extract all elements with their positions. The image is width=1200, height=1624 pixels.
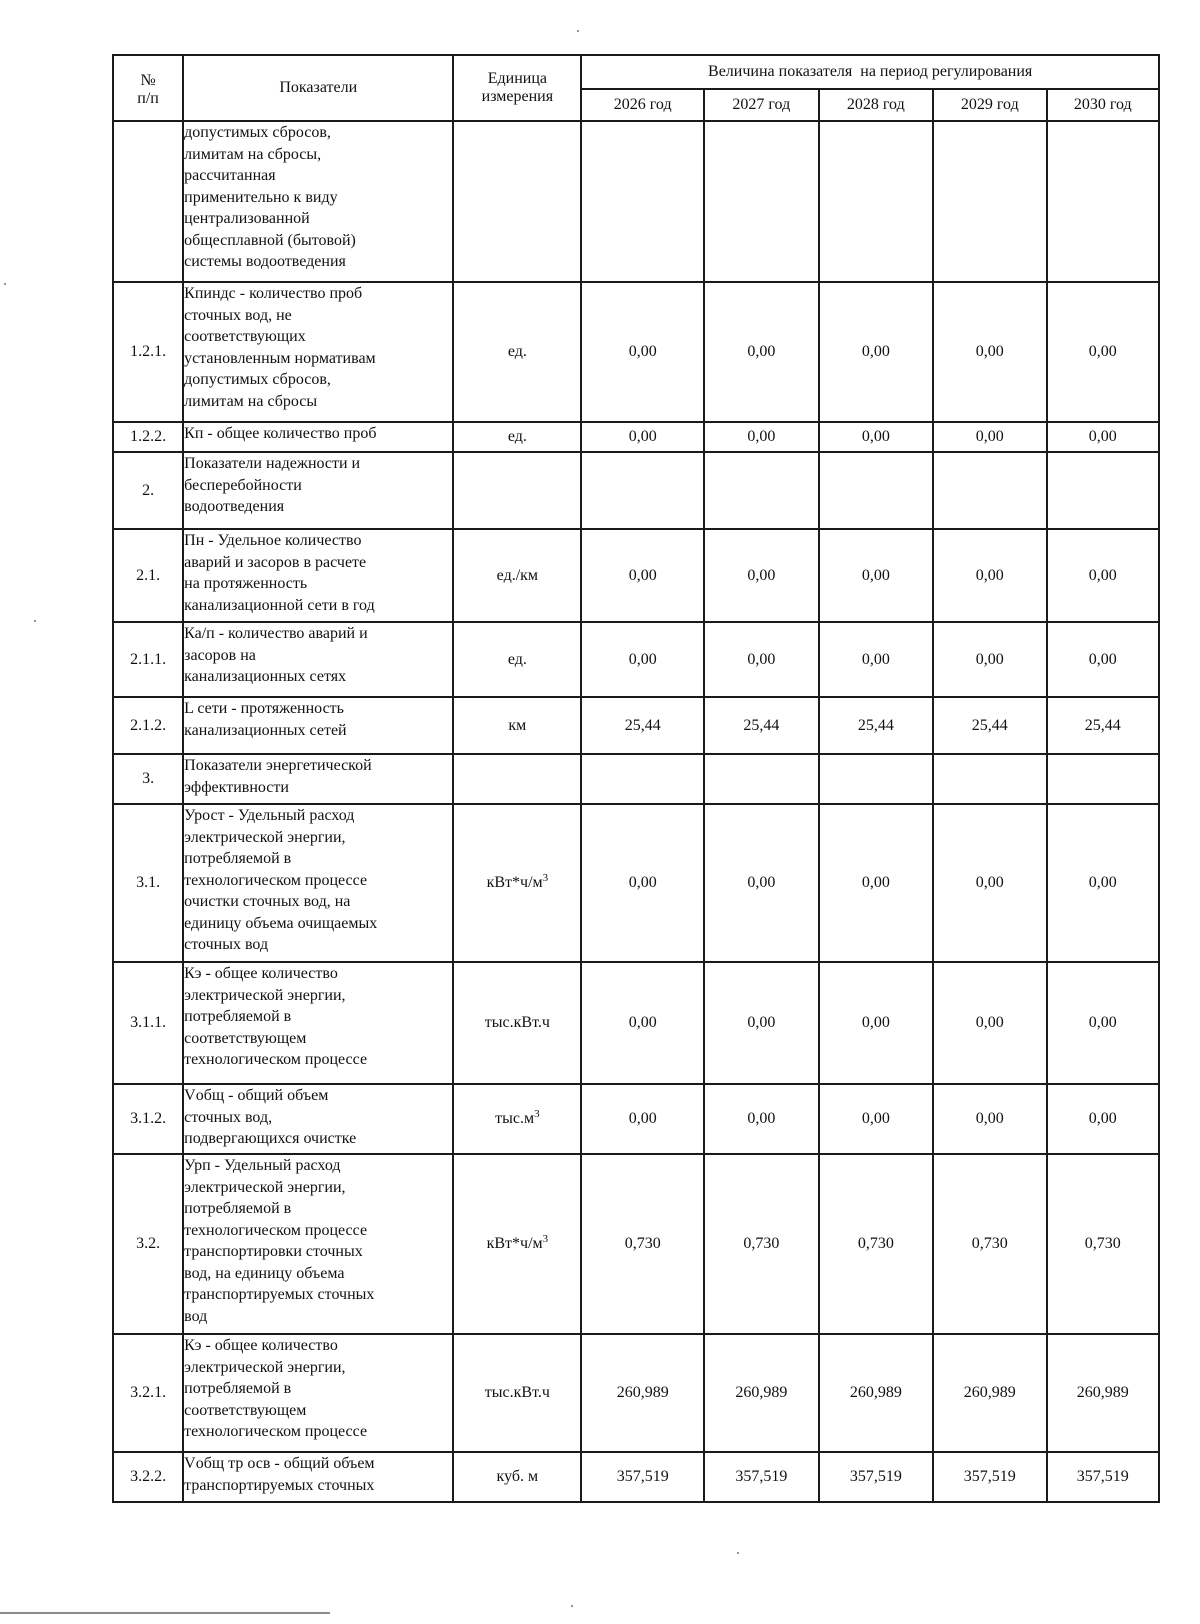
scan-speck <box>577 30 579 32</box>
row-value: 357,519 <box>1047 1452 1159 1502</box>
row-number: 3.2.2. <box>113 1452 183 1502</box>
table-row <box>113 697 1159 754</box>
row-value: 0,00 <box>933 422 1046 452</box>
unit-text: ед. <box>507 650 527 668</box>
row-value: 0,00 <box>1047 1084 1159 1154</box>
row-value: 0,00 <box>581 422 704 452</box>
row-unit <box>453 422 581 452</box>
row-indicator: L сети - протяженность канализационных сетей <box>183 697 453 754</box>
header-year: 2030 год <box>1047 89 1159 121</box>
row-value: 260,989 <box>933 1334 1046 1452</box>
row-unit <box>453 697 581 754</box>
row-value: 25,44 <box>704 697 819 754</box>
table-row <box>113 1452 1159 1502</box>
table-row <box>113 282 1159 422</box>
row-indicator: Пн - Удельное количество аварий и засоров в расчете на протяженность канализационной сети в год <box>183 529 453 622</box>
scan-speck <box>737 1552 739 1554</box>
row-indicator: Кпиндс - количество проб сточных вод, не соответствующих установленным нормативам допустимых сбросов, лимитам на сбросы <box>183 282 453 422</box>
row-value: 25,44 <box>933 697 1046 754</box>
row-value <box>704 754 819 804</box>
row-value <box>933 452 1046 529</box>
row-value: 0,730 <box>581 1154 704 1334</box>
row-value: 0,00 <box>933 962 1046 1084</box>
row-value <box>1047 754 1159 804</box>
row-value: 0,730 <box>933 1154 1046 1334</box>
scan-speck <box>571 1605 573 1607</box>
row-value: 0,00 <box>581 1084 704 1154</box>
row-value: 0,00 <box>581 962 704 1084</box>
row-indicator: Урп - Удельный расход электрической энергии, потребляемой в технологическом процессе транспортировки сточных вод, на единицу объема транспортируемых сточных вод <box>183 1154 453 1334</box>
row-unit <box>453 754 581 804</box>
unit-text: ед. <box>507 343 527 360</box>
row-number: 3. <box>113 754 183 804</box>
row-value: 0,00 <box>704 1084 819 1154</box>
table-row <box>113 1334 1159 1452</box>
unit-text: тыс.кВт.ч <box>484 1384 550 1401</box>
table-row <box>113 754 1159 804</box>
row-value: 260,989 <box>704 1334 819 1452</box>
row-unit <box>453 282 581 422</box>
row-number: 2. <box>113 452 183 529</box>
row-number: 3.1.1. <box>113 962 183 1084</box>
table-row <box>113 962 1159 1084</box>
table-row <box>113 1154 1159 1334</box>
row-unit <box>453 1334 581 1452</box>
row-unit <box>453 1452 581 1502</box>
unit-text: куб. м <box>496 1468 539 1485</box>
row-value: 0,00 <box>704 622 819 697</box>
unit-text: тыс.кВт.ч <box>484 1014 550 1031</box>
header-unit: Единица измерения <box>453 55 581 121</box>
scan-artifact-line <box>0 1612 330 1614</box>
unit-text: ед. <box>507 428 527 445</box>
unit-superscript: 3 <box>542 1233 549 1245</box>
unit-superscript: 3 <box>534 1108 540 1120</box>
row-value: 0,00 <box>933 804 1046 962</box>
row-value: 0,730 <box>704 1154 819 1334</box>
row-value: 0,00 <box>1047 962 1159 1084</box>
header-year: 2029 год <box>933 89 1046 121</box>
row-value: 0,00 <box>704 962 819 1084</box>
row-unit <box>453 804 581 962</box>
row-indicator: допустимых сбросов, лимитам на сбросы, рассчитанная применительно к виду централизованной общесплавной (бытовой) системы водоотведения <box>183 121 453 282</box>
row-value <box>933 121 1046 282</box>
row-value <box>1047 452 1159 529</box>
row-number: 1.2.2. <box>113 422 183 452</box>
row-value: 0,00 <box>819 622 934 697</box>
row-value: 0,00 <box>1047 282 1159 422</box>
row-value: 357,519 <box>704 1452 819 1502</box>
row-value <box>581 452 704 529</box>
row-value: 0,00 <box>704 529 819 622</box>
indicators-table <box>112 54 1160 1503</box>
row-number: 3.1.2. <box>113 1084 183 1154</box>
row-number <box>113 121 183 282</box>
row-value <box>819 452 934 529</box>
row-indicator: Vобщ тр осв - общий объем транспортируемых сточных <box>183 1452 453 1502</box>
unit-text: кВт*ч/м <box>486 874 543 891</box>
row-indicator: Ка/п - количество аварий и засоров на канализационных сетях <box>183 622 453 697</box>
table-row <box>113 121 1159 282</box>
row-value <box>819 121 934 282</box>
row-value: 0,00 <box>933 622 1046 697</box>
row-value <box>1047 121 1159 282</box>
row-number: 3.2. <box>113 1154 183 1334</box>
row-indicator: Vобщ - общий объем сточных вод, подвергающихся очистке <box>183 1084 453 1154</box>
row-number: 1.2.1. <box>113 282 183 422</box>
row-indicator: Показатели надежности и бесперебойности водоотведения <box>183 452 453 529</box>
row-value: 260,989 <box>581 1334 704 1452</box>
table-row <box>113 452 1159 529</box>
header-period: Величина показателя на период регулирования <box>581 55 1159 89</box>
header-year: 2026 год <box>581 89 704 121</box>
row-number: 3.1. <box>113 804 183 962</box>
row-value: 0,00 <box>819 1084 934 1154</box>
header-year: 2028 год <box>819 89 934 121</box>
row-value: 25,44 <box>581 697 704 754</box>
row-value: 0,00 <box>819 962 934 1084</box>
header-indicator: Показатели <box>183 55 453 121</box>
row-value: 0,00 <box>704 804 819 962</box>
row-value <box>933 754 1046 804</box>
scan-speck <box>4 283 6 285</box>
row-value <box>819 754 934 804</box>
header-number: № п/п <box>113 55 183 121</box>
row-value <box>704 452 819 529</box>
row-number: 2.1.2. <box>113 697 183 754</box>
row-unit <box>453 962 581 1084</box>
row-value: 260,989 <box>819 1334 934 1452</box>
row-value: 0,00 <box>581 529 704 622</box>
row-value <box>704 121 819 282</box>
row-value: 25,44 <box>819 697 934 754</box>
row-value: 0,730 <box>819 1154 934 1334</box>
table-row <box>113 622 1159 697</box>
row-value: 0,00 <box>581 804 704 962</box>
row-unit <box>453 452 581 529</box>
row-value: 0,00 <box>819 422 934 452</box>
header-year: 2027 год <box>704 89 819 121</box>
row-number: 2.1. <box>113 529 183 622</box>
table-row <box>113 1084 1159 1154</box>
row-value: 0,00 <box>1047 529 1159 622</box>
row-value: 357,519 <box>819 1452 934 1502</box>
row-value: 260,989 <box>1047 1334 1159 1452</box>
table-row <box>113 422 1159 452</box>
row-unit <box>453 1154 581 1334</box>
row-value: 0,00 <box>933 529 1046 622</box>
row-value: 0,00 <box>581 622 704 697</box>
row-value <box>581 121 704 282</box>
unit-text: км <box>508 716 527 734</box>
row-number: 2.1.1. <box>113 622 183 697</box>
scan-speck <box>34 620 36 622</box>
row-value: 0,00 <box>1047 622 1159 697</box>
row-value: 0,00 <box>704 282 819 422</box>
row-value: 0,00 <box>933 1084 1046 1154</box>
row-indicator: Показатели энергетической эффективности <box>183 754 453 804</box>
row-number: 3.2.1. <box>113 1334 183 1452</box>
row-value: 0,00 <box>704 422 819 452</box>
row-value: 0,730 <box>1047 1154 1159 1334</box>
row-indicator: Кэ - общее количество электрической энергии, потребляемой в соответствующем технологическом процессе <box>183 962 453 1084</box>
row-indicator: Кэ - общее количество электрической энергии, потребляемой в соответствующем технологическом процессе <box>183 1334 453 1452</box>
row-unit <box>453 1084 581 1154</box>
table-row <box>113 804 1159 962</box>
table-row <box>113 529 1159 622</box>
row-indicator: Кп - общее количество проб <box>183 422 453 452</box>
unit-superscript: 3 <box>542 872 549 884</box>
row-value: 357,519 <box>933 1452 1046 1502</box>
row-value: 0,00 <box>819 282 934 422</box>
unit-text: кВт*ч/м <box>486 1235 543 1252</box>
row-unit <box>453 121 581 282</box>
row-indicator: Урост - Удельный расход электрической энергии, потребляемой в технологическом процессе очистки сточных вод, на единицу объема очищаемых сточных вод <box>183 804 453 962</box>
row-value: 25,44 <box>1047 697 1159 754</box>
row-value <box>581 754 704 804</box>
row-value: 0,00 <box>933 282 1046 422</box>
row-value: 357,519 <box>581 1452 704 1502</box>
unit-text: ед./км <box>496 566 539 584</box>
unit-text: тыс.м <box>495 1110 535 1127</box>
row-value: 0,00 <box>819 529 934 622</box>
row-value: 0,00 <box>1047 804 1159 962</box>
row-unit <box>453 622 581 697</box>
row-value: 0,00 <box>581 282 704 422</box>
row-value: 0,00 <box>1047 422 1159 452</box>
row-value: 0,00 <box>819 804 934 962</box>
row-unit <box>453 529 581 622</box>
